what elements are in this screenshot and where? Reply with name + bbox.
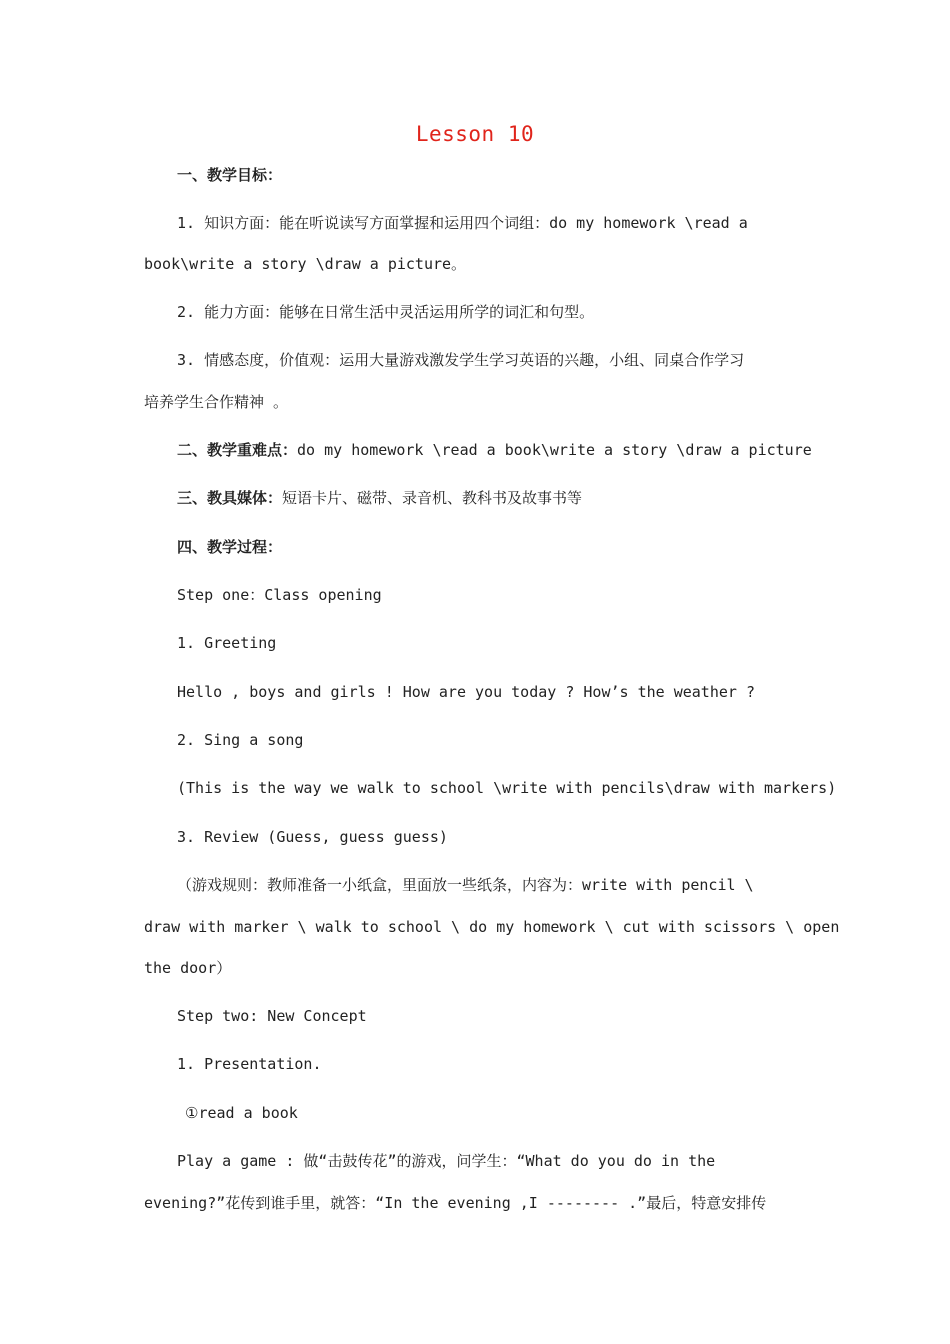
greeting-text: Hello , boys and girls ! How are you today ? How’s the weather ? bbox=[177, 683, 755, 701]
objective-3-line-1: 3. 情感态度，价值观：运用大量游戏激发学生学习英语的兴趣，小组、同桌合作学习 bbox=[177, 351, 745, 369]
objective-1-line-2: book\write a story \draw a picture。 bbox=[144, 255, 467, 273]
media-text: 短语卡片、磁带、录音机、教科书及故事书等 bbox=[282, 489, 583, 507]
greeting-item: 1. Greeting bbox=[177, 634, 277, 652]
game-rules-line-3: the door） bbox=[144, 959, 232, 977]
presentation-item: 1. Presentation. bbox=[177, 1055, 322, 1073]
objectives-heading: 一、教学目标： bbox=[177, 166, 283, 184]
lesson-title: Lesson 10 bbox=[415, 122, 535, 146]
objective-3-line-2: 培养学生合作精神 。 bbox=[144, 393, 289, 411]
key-points-line bbox=[177, 440, 812, 460]
objective-1-line-1: 1. 知识方面：能在听说读写方面掌握和运用四个词组：do my homework \read a bbox=[177, 214, 748, 232]
key-points-text: do my homework \read a book\write a story \draw a picture bbox=[297, 441, 812, 459]
game-rules-line-1: （游戏规则：教师准备一小纸盒，里面放一些纸条，内容为：write with pencil \ bbox=[177, 876, 754, 894]
step-two: Step two: New Concept bbox=[177, 1007, 367, 1025]
objective-2: 2. 能力方面：能够在日常生活中灵活运用所学的词汇和句型。 bbox=[177, 303, 595, 321]
media-line bbox=[177, 488, 582, 508]
play-game-line-2: evening?”花传到谁手里，就答：“In the evening ,I -------- .”最后，特意安排传 bbox=[144, 1194, 767, 1212]
process-heading: 四、教学过程： bbox=[177, 538, 283, 556]
sing-item: 2. Sing a song bbox=[177, 731, 304, 749]
song-text: (This is the way we walk to school \write with pencils\draw with markers) bbox=[177, 779, 837, 797]
review-item: 3. Review (Guess, guess guess) bbox=[177, 828, 448, 846]
step-one: Step one：Class opening bbox=[177, 586, 382, 604]
play-game-line-1: Play a game : 做“击鼓传花”的游戏，问学生：“What do you do in the bbox=[177, 1152, 716, 1170]
read-a-book-item: ①read a book bbox=[185, 1104, 298, 1122]
media-heading: 三、教具媒体： bbox=[177, 489, 283, 507]
key-points-heading: 二、教学重难点： bbox=[177, 441, 298, 459]
game-rules-line-2: draw with marker \ walk to school \ do my homework \ cut with scissors \ open bbox=[144, 918, 840, 936]
